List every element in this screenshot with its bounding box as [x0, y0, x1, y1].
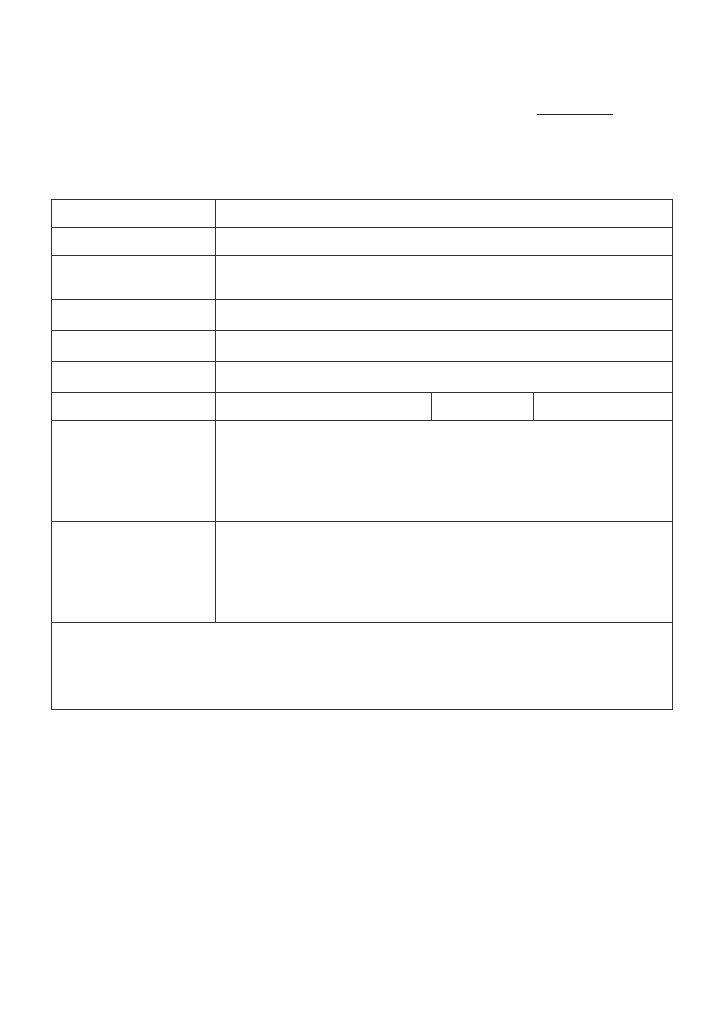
available-input[interactable]: [534, 393, 673, 421]
serial-number: [531, 104, 613, 118]
free-text-section: [52, 256, 673, 421]
evaluation-table: [51, 199, 673, 710]
hobbies-label: [52, 331, 216, 362]
other-input[interactable]: [216, 362, 673, 393]
opinion-section: [52, 421, 673, 710]
personality-label: [52, 200, 216, 228]
personality-section: [52, 200, 673, 256]
gm-opinion-block: [52, 623, 672, 709]
serial-blank[interactable]: [537, 104, 613, 115]
other-skills-input[interactable]: [216, 300, 673, 331]
motivation-label: [52, 228, 216, 256]
dept-opinion-label: [52, 421, 216, 522]
hobbies-input[interactable]: [216, 331, 673, 362]
dept-opinion-block: [216, 421, 672, 521]
other-skills-label: [52, 300, 216, 331]
experience-input[interactable]: [216, 256, 673, 300]
salary-input[interactable]: [216, 393, 432, 421]
available-label: [432, 393, 534, 421]
hr-opinion-block: [216, 522, 672, 622]
hr-opinion-label: [52, 522, 216, 623]
other-label: [52, 362, 216, 393]
experience-label: [52, 256, 216, 300]
salary-label: [52, 393, 216, 421]
